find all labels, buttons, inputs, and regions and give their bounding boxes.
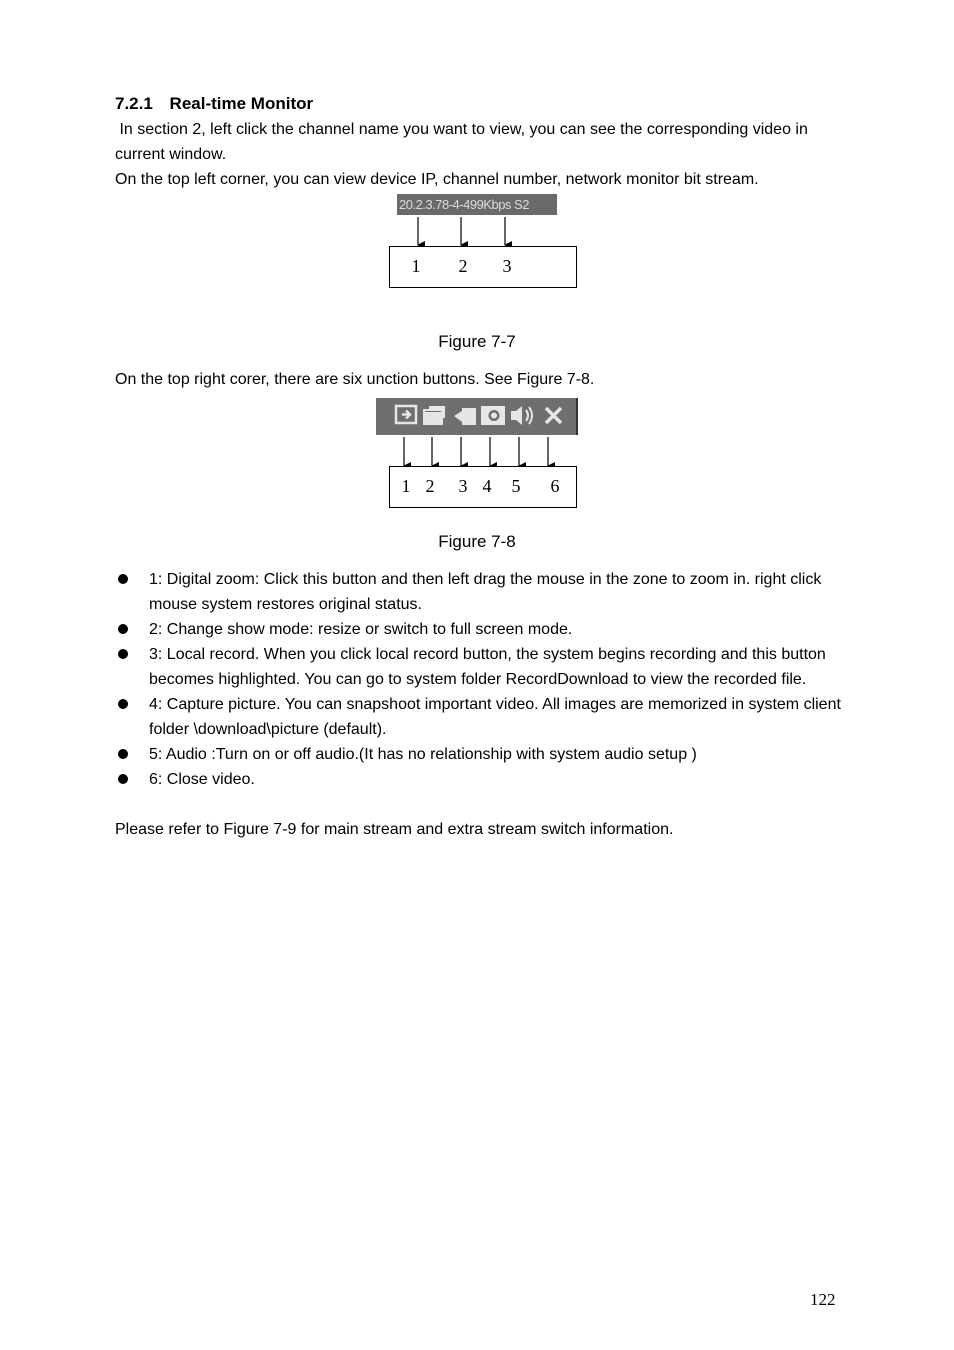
figure-7-8 [370, 395, 590, 513]
bullet-icon [118, 749, 128, 759]
figure-7-7-caption: Figure 7-7 [438, 332, 516, 351]
list-item: 3: Local record. When you click local record button, the system begins recording and this button becomes highlighted. You can go to system folder RecordDownload to view the recorded file. [115, 642, 855, 692]
list-item: 4: Capture picture. You can snapshoot important video. All images are memorized in system client folder \download\picture (default). [115, 692, 855, 742]
closing-paragraph: Please refer to Figure 7-9 for main stream and extra stream switch information. [115, 821, 674, 838]
figure-7-8-caption: Figure 7-8 [438, 532, 516, 551]
list-item: 2: Change show mode: resize or switch to full screen mode. [115, 617, 855, 642]
label-3: 3 [502, 256, 512, 276]
bullet-icon [118, 574, 128, 584]
page-number: 122 [810, 1290, 836, 1309]
bullet-icon [118, 699, 128, 709]
intro-paragraph-2: On the top left corner, you can view device IP, channel number, network monitor bit stream. [115, 171, 759, 188]
list-item: 6: Close video. [115, 767, 855, 792]
paragraph-before-figure-7-8: On the top right corer, there are six unction buttons. See Figure 7-8. [115, 371, 595, 388]
intro-paragraph-1: In section 2, left click the channel name you want to view, you can see the corresponding video in current window. [115, 121, 813, 163]
bullet-icon [118, 774, 128, 784]
label-1: 1 [411, 256, 421, 276]
label-6: 6 [550, 476, 560, 496]
label-2: 2 [458, 256, 468, 276]
label-1: 1 [401, 476, 411, 496]
label-5: 5 [511, 476, 521, 496]
osd-bar-text: 20.2.3.78-4-499Kbps S2 [399, 197, 529, 212]
list-item: 5: Audio :Turn on or off audio.(It has no relationship with system audio setup ) [115, 742, 855, 767]
section-number: 7.2.1 [115, 94, 153, 113]
section-title: Real-time Monitor [169, 94, 314, 113]
list-item: 1: Digital zoom: Click this button and then left drag the mouse in the zone to zoom in. right click mouse system restores original status. [115, 567, 855, 617]
label-4: 4 [482, 476, 492, 496]
function-button-list [115, 567, 855, 792]
bullet-icon [118, 649, 128, 659]
camera-icon [481, 406, 505, 425]
figure-7-7 [380, 190, 590, 295]
label-3: 3 [458, 476, 468, 496]
section-heading [115, 94, 313, 114]
bullet-icon [118, 624, 128, 634]
label-2: 2 [425, 476, 435, 496]
